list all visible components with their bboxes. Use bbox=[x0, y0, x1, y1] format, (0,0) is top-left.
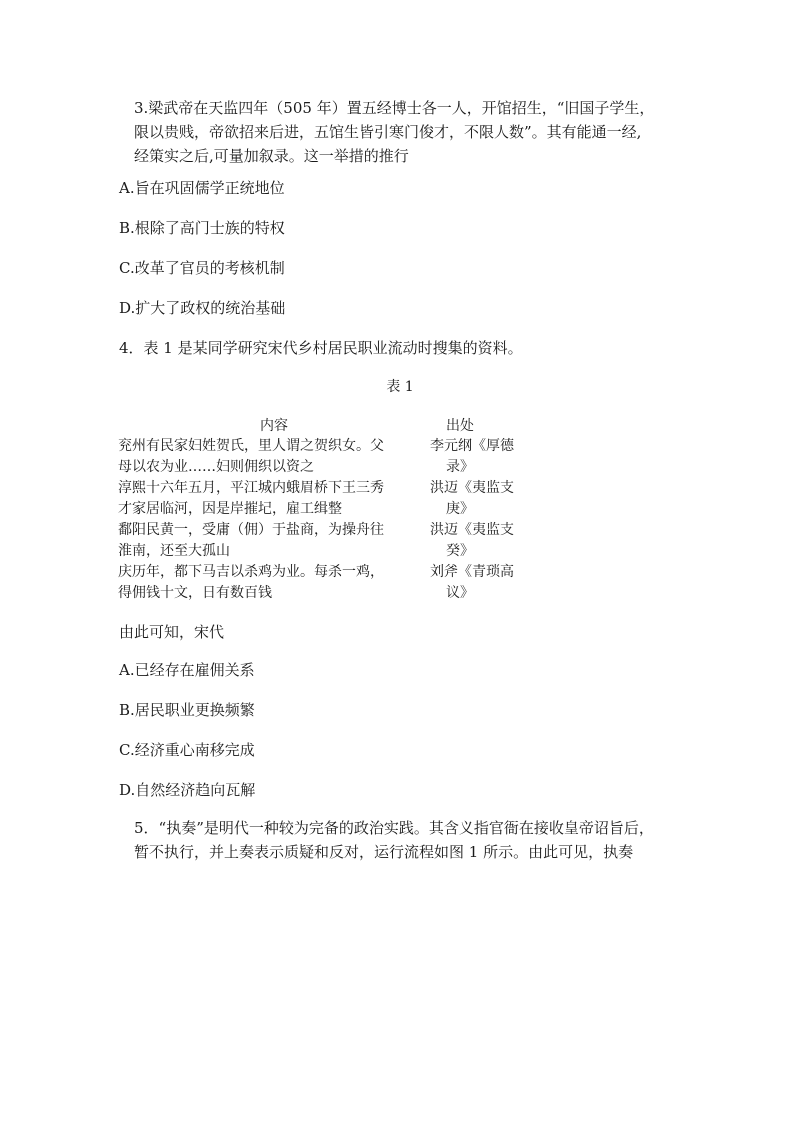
table-caption: 表 1 bbox=[386, 379, 414, 395]
table-row-2-source-line-2: 庚》 bbox=[446, 501, 474, 517]
question-5-line-2: 暂不执行，并上奏表示质疑和反对，运行流程如图 1 所示。由此可见，执奏 bbox=[134, 843, 634, 861]
table-cell-content bbox=[118, 436, 430, 478]
table-cell-source bbox=[430, 520, 546, 562]
question-5-stem bbox=[134, 816, 694, 864]
question-4-option-c: C.经济重心南移完成 bbox=[119, 741, 255, 759]
table-row bbox=[118, 562, 546, 604]
table-header-content: 内容 bbox=[260, 418, 288, 434]
table-row-1-source-line-2: 录》 bbox=[446, 459, 474, 475]
table-row-1-content-line-1: 兖州有民家妇姓贺氏，里人谓之贺织女。父 bbox=[118, 438, 384, 454]
table-header-source: 出处 bbox=[446, 418, 474, 434]
table-row bbox=[118, 478, 546, 520]
table-cell-content bbox=[118, 562, 430, 604]
question-3-line-3: 经策实之后,可量加叙录。这一举措的推行 bbox=[134, 147, 409, 165]
table-row-3-source-line-1: 洪迈《夷监支 bbox=[430, 522, 514, 538]
question-3-line-2: 限以贵贱，帝欲招来后进，五馆生皆引寒门俊才，不限人数”。其有能通一经, bbox=[134, 123, 642, 141]
table-row-3-source-line-2: 癸》 bbox=[446, 543, 474, 559]
table-row-2-source-line-1: 洪迈《夷监支 bbox=[430, 480, 514, 496]
table-row-1-source-line-1: 李元纲《厚德 bbox=[430, 438, 514, 454]
table-row-4-source-line-1: 刘斧《青琐高 bbox=[430, 564, 514, 580]
table-row bbox=[118, 520, 546, 562]
question-5-line-1: 5．“执奏”是明代一种较为完备的政治实践。其含义指官衙在接收皇帝诏旨后， bbox=[134, 819, 654, 837]
table-row bbox=[118, 436, 546, 478]
question-3-option-d: D.扩大了政权的统治基础 bbox=[119, 299, 286, 317]
table-cell-source bbox=[430, 562, 546, 604]
question-3-line-1: 3.梁武帝在天监四年（505 年）置五经博士各一人，开馆招生，“旧国子学生， bbox=[134, 99, 655, 117]
table-cell-content bbox=[118, 478, 430, 520]
table-row-1-content-line-2: 母以农为业……妇则佣织以资之 bbox=[118, 459, 314, 475]
table-row-3-content-line-1: 鄱阳民黄一，受庸（佣）于盐商，为操舟往 bbox=[118, 522, 384, 538]
question-4-conclusion: 由此可知，宋代 bbox=[119, 623, 225, 641]
question-4-stem: 4．表 1 是某同学研究宋代乡村居民职业流动时搜集的资料。 bbox=[119, 339, 523, 357]
table-row-3-content-line-2: 淮南，还至大孤山 bbox=[118, 543, 230, 559]
table-row-4-content-line-1: 庆历年，都下马吉以杀鸡为业。每杀一鸡， bbox=[118, 564, 384, 580]
source-table bbox=[118, 416, 546, 604]
question-3-option-c: C.改革了官员的考核机制 bbox=[119, 259, 285, 277]
question-4-option-a: A.已经存在雇佣关系 bbox=[119, 661, 255, 679]
table-cell-source bbox=[430, 436, 546, 478]
question-3-option-a: A.旨在巩固儒学正统地位 bbox=[119, 179, 285, 197]
table-cell-content bbox=[118, 520, 430, 562]
table-row-2-content-line-2: 才家居临河，因是岸摧圮，雇工缉整 bbox=[118, 501, 342, 517]
question-4-option-d: D.自然经济趋向瓦解 bbox=[119, 781, 256, 799]
question-3-option-b: B.根除了高门士族的特权 bbox=[119, 219, 285, 237]
table-cell-source bbox=[430, 478, 546, 520]
question-3-stem bbox=[134, 96, 694, 168]
table-row-2-content-line-1: 淳熙十六年五月，平江城内蛾眉桥下王三秀 bbox=[118, 480, 384, 496]
question-4-option-b: B.居民职业更换频繁 bbox=[119, 701, 255, 719]
table-row-4-source-line-2: 议》 bbox=[446, 585, 474, 601]
table-header-row bbox=[118, 416, 546, 436]
table-row-4-content-line-2: 得佣钱十文，日有数百钱 bbox=[118, 585, 272, 601]
